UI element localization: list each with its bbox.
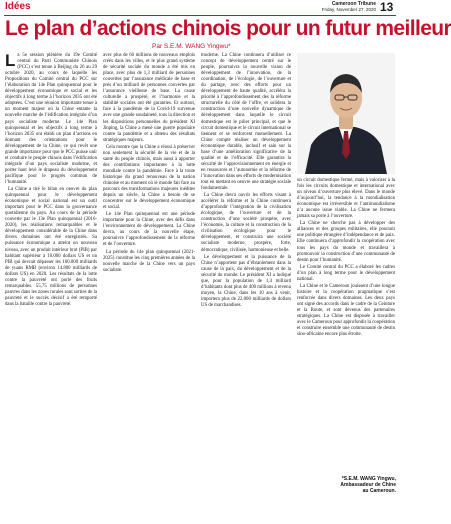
section-rubric: Idées — [5, 1, 31, 12]
paragraph: La Chine devra ouvrir les efforts visant à accélérer la réforme et la Chine continuera d’approfondir l’intégration de la civilisation écologique, de l’ouverture et de la construction d’une société prospère, avec l’économie, la culture et la construction de la civilisation écologique pour le développement, et construira une société socialiste moderne, prospère, forte, démocratique, civilisée, harmonieuse et belle. — [201, 193, 291, 253]
paragraph: un circuit domestique fermé, mais à valoriser à la fois les circuits domestique et international avec un niveau d’ouverture plus élevé. Dans le monde d’aujourd’hui, la tendance à la mondialisation économique est irréversible et l’antimondialisme n’a aucune issue viable. La Chine ne fermera jamais sa porte à l’ouverture. — [297, 178, 395, 220]
article-column-4 — [297, 178, 395, 517]
paragraph: La 5e session plénière du 19e Comité central du Parti Communiste Chinois (PCC) s’est tenue à Beijing du 26 au 29 octobre 2020, au cours de laquelle les Propositions du Comité central du PCC sur l’élaboration du 14e Plan quinquennal pour le développement économique et social et les objectifs à long terme à l’horizon 2035 ont été adoptées. C’est une réunion importante tenue à un moment majeur où la Chine entame la nouvelle marche de l’édification intégrale d’un pays socialiste moderne. Le 14e Plan quinquennal et les objectifs à long terme à l’horizon 2035 ont établi un plan d’actions en donnant des orientations pour le développement de la Chine, ce qui revêt une grande importance pour que le PCC puisse unir et conduire le peuple chinois dans l’édification intégrale d’un pays socialiste moderne, et porter haut levé le drapeau du développement pacifique pour le progrès commun de l’humanité. — [5, 51, 97, 185]
author-caption: *S.E.M. WANG Yingwu, Ambassadeur de Chine au Cameroun. — [334, 476, 396, 495]
article-column-2 — [103, 53, 195, 520]
paragraph: moderne. La Chine continuera d’utiliser ce concept de développement centré sur le peuple, poursuivra la nouvelle vision de développement de l’innovation, de la coordination, de l’écologie, de l’ouverture et du partage, avec des efforts pour un développement de haute qualité, accéléra la priorité à l’approfondissement des la réforme structurelle du côté de l’offre, et solidera la construction d’une nouvelle dynamique de développement dans laquelle le circuit domestique est le pilier principal, et que le circuit domestique et le circuit international se tiennent et se renforcent mutuellement. La Chine compte réaliser un développement économique durable, inclusif et sain sur la base d’une amélioration significative de la qualité et de l’efficacité. Elle garantira la sécurité de l’approvisionnement en énergie et en ressources et l’autonomie et la réforme de l’innovation dans ses efforts de modernisation tout en mettant en oeuvre une stratégie sociale fondamentale. — [201, 53, 291, 192]
paragraph: Le 14e Plan quinquennal est une période importante pour la Chine, avec des défis dans l’environnement de développement. La Chine devra, au cours de la nouvelle étape, poursuivre l’approfondissement de la réforme et de l’ouverture. — [103, 212, 195, 248]
article-column-1 — [5, 53, 97, 520]
paragraph: La Chine a tiré le bilan en oeuvre du plan quinquennal pour le développement économique et social national est un outil important pour le PCC dans la gouvernance quotidienne du pays. Au cours de la période couverte par le 13e Plan quinquennal (2016-2020), les réalisations remarquables et le développement considérable de la Chine dans divers domaines ont été enregistrés. Sa puissance économique a atteint un nouveau niveau, avec un produit intérieur brut (PIB) par habitant supérieur à 10.000 dollars US et un PIB qui devrait dépasser les 100.000 milliards de yuans RMB (environ 14.800 milliards de dollars US) en 2020. Les résultats de la lutte contre la pauvreté ont porté des fruits remarquables. 55,75 millions de personnes pauvres dans les zones rurales sont sorties de la pauvreté et le succès décisif a été remporté dans la bataille contre la pauvreté. — [5, 187, 98, 307]
article-headline: Le plan d’actions chinois pour un futur meilleur — [5, 17, 451, 40]
issue-date: Friday, November 27, 2020 — [321, 6, 376, 12]
article-byline: Par S.E.M. WANG Yingwu* — [152, 43, 231, 50]
drop-cap: L — [5, 51, 16, 70]
page-number: 13 — [380, 0, 394, 14]
paragraph: Le développement et la puissance de la Chine n’apportent pas d’ébranlement dans la cause de la paix, du développement et de la sécurité du monde. Le président XI a indiqué que, pour la population de 1,4 milliard d’habitants dont plus de 400 millions à revenu moyen, la Chine, dans les 10 ans à venir, importera plus de 22.000 milliards de dollars US de marchandises. — [201, 254, 291, 308]
paper-name: Cameroon Tribune — [331, 1, 376, 7]
paragraph: La période du 14e plan quinquennal (2021-2025) constitue les cinq premières années de la nouvelle marche de la Chine vers un pays socialiste. — [103, 249, 195, 273]
article-column-3 — [201, 53, 291, 520]
paragraph: Le Comité central du PCC a élaboré les cadres d’un plan à long terme pour le développement national. — [297, 264, 395, 282]
author-photo — [297, 53, 395, 174]
author-portrait-image — [297, 53, 395, 174]
paragraph: La Chine et le Cameroun jouissent d’une longue histoire et la coopération pragmatique s’est renforcée dans divers domaines. Les deux pays ont signé des accords dans le cadre de la Ceinture et la Route, et sont devenus des partenaires stratégiques. La Chine est disposée à travailler avec le Cameroun pour approfondir la coopération et construire ensemble une communauté de destin sino-africaine encore plus étroite. — [297, 283, 395, 338]
paragraph: avec plus de 60 millions de nouveaux emplois créés dans les villes, et le plus grand système de sécurité sociale du monde a été mis en place, avec plus de 1,3 milliard de personnes couvertes par l’assurance médicale de base et près d’un milliard de personnes couvertes par l’assurance vieillesse de base. La cause culturelle a prospéré, et l’harmonie et la stabilité sociales ont été garanties. Et surtout, face à la pandémie de la Covid-19 survenue avec une grande soudaineté, tous la direction et les dispositions personnelles du président XI Jinping, la Chine a mené une guerre populaire contre la pandémie et a obtenu des résultats stratégiques majeurs. — [103, 53, 195, 143]
header-rule — [4, 15, 396, 16]
paragraph: Cela montre que la Chine a réussi à préserver non seulement la sécurité de la vie et de la santé du peuple chinois, mais aussi à apporter des contributions importantes à la lutte mondiale contre la pandémie. Face à la toute historique du grand renouveau de la nation chinoise et au moment où le monde fait face au parcours des transformations majeures inédites depuis un siècle, la Chine a besoin de se concentrer sur le développement économique et social. — [103, 144, 195, 211]
masthead — [316, 2, 376, 12]
paragraph: La Chine ne cherche pas à développer des alliances et des groupes militaires, elle poursuit une politique étrangère d’indépendance et de paix. Elle continuera d’approfondir la coopération avec tous les pays du monde et travaillera à promouvoir la construction d’une communauté de destin pour l’humanité. — [297, 221, 395, 263]
